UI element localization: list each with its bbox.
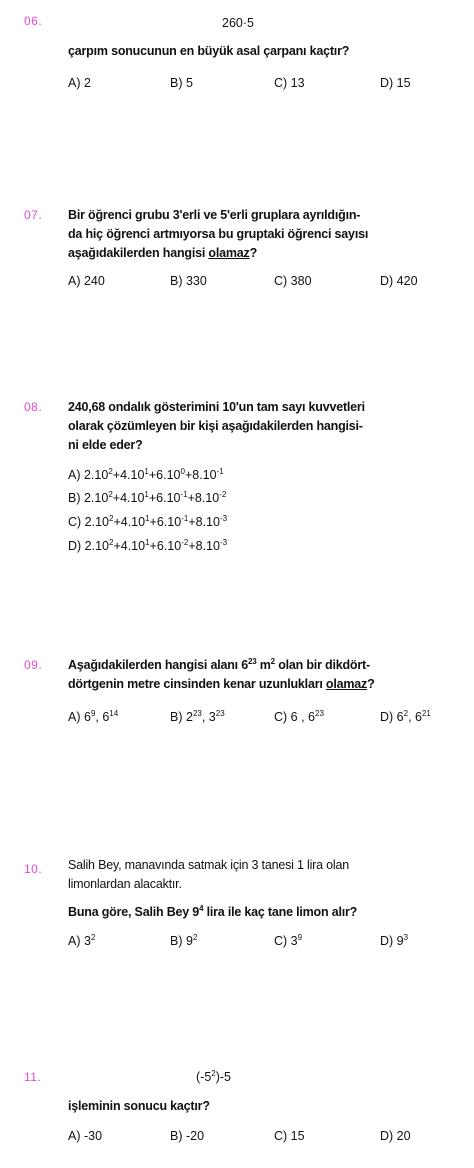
option-b[interactable]: B) 5 <box>170 76 193 90</box>
option-b[interactable]: B) 330 <box>170 274 207 288</box>
option-b[interactable]: B) -20 <box>170 1129 205 1143</box>
question-number: 10. <box>24 862 43 876</box>
option-b[interactable]: B) $9^2$ <box>170 933 198 948</box>
text-line: limonlardan alacaktır. <box>68 877 182 891</box>
option-c[interactable]: C) 6 , $6^{23}$ <box>274 709 324 724</box>
option-c[interactable]: C) $2.10^2+4.10^1+6.10^{-1}+8.10^{-3}$ <box>68 514 228 529</box>
answer-options <box>68 1129 468 1149</box>
option-c[interactable]: C) $3^9$ <box>274 933 303 948</box>
answer-options <box>68 934 468 954</box>
option-a[interactable]: A) 2 <box>68 76 91 90</box>
option-d[interactable]: D) $2.10^2+4.10^1+6.10^{-2}+8.10^{-3}$ <box>68 538 228 553</box>
text-line: olarak çözümleyen bir kişi aşağıdakilerden hangisi- <box>68 419 363 433</box>
underlined-word: olamaz <box>208 246 250 260</box>
option-a[interactable]: A) 240 <box>68 274 105 288</box>
question-text: işleminin sonucu kaçtır? <box>68 1099 210 1113</box>
question-text <box>68 656 464 694</box>
option-d[interactable]: D) $6^2$, $6^{21}$ <box>380 709 431 724</box>
option-a[interactable]: A) $3^2$ <box>68 933 96 948</box>
question-text <box>68 206 464 263</box>
option-d[interactable]: D) 15 <box>380 76 411 90</box>
question-number: 06. <box>24 14 43 28</box>
answer-options <box>68 76 468 96</box>
underlined-word: olamaz <box>325 677 368 691</box>
question-prompt: Buna göre, Salih Bey $9^4$ lira ile kaç tane limon alır? <box>68 904 358 919</box>
option-a[interactable]: A) $2.10^2+4.10^1+6.10^0+8.10^{-1}$ <box>68 467 224 482</box>
question-number: 07. <box>24 208 43 222</box>
option-b[interactable]: B) $2.10^2+4.10^1+6.10^{-1}+8.10^{-2}$ <box>68 490 227 505</box>
question-text <box>68 856 464 894</box>
option-a[interactable]: A) -30 <box>68 1129 103 1143</box>
text-line: Salih Bey, manavında satmak için 3 tanesi 1 lira olan <box>68 858 349 872</box>
question-number: 09. <box>24 658 43 672</box>
option-c[interactable]: C) 13 <box>274 76 305 90</box>
answer-options <box>68 710 468 730</box>
option-d[interactable]: D) 20 <box>380 1129 411 1143</box>
text-line: Bir öğrenci grubu 3'erli ve 5'erli gruplara ayrıldığın- <box>68 208 361 222</box>
text-line: 240,68 ondalık gösterimini 10'un tam sayı kuvvetleri <box>68 400 365 414</box>
text-line: aşağıdakilerden hangisi olamaz? <box>68 246 258 260</box>
question-text: çarpım sonucunun en büyük asal çarpanı kaçtır? <box>68 44 350 58</box>
question-number: 11. <box>24 1070 42 1084</box>
question-number: 08. <box>24 400 43 414</box>
text-line: dörtgenin metre cinsinden kenar uzunlukları olamaz? <box>68 677 375 691</box>
text-line: ni elde eder? <box>68 438 143 452</box>
answer-options <box>68 274 468 294</box>
text-line: Aşağıdakilerden hangisi alanı $6^{23}$ $m^2$ olan bir dikdört- <box>68 657 370 672</box>
expression: $(-5^2)-5$ <box>196 1069 232 1084</box>
text-line: da hiç öğrenci artmıyorsa bu gruptaki öğrenci sayısı <box>68 227 369 241</box>
option-c[interactable]: C) 380 <box>274 274 312 288</box>
option-d[interactable]: D) 420 <box>380 274 418 288</box>
option-c[interactable]: C) 15 <box>274 1129 305 1143</box>
option-d[interactable]: D) $9^3$ <box>380 933 409 948</box>
option-a[interactable]: A) $6^9$, $6^{14}$ <box>68 709 119 724</box>
question-text <box>68 398 464 455</box>
option-b[interactable]: B) $2^{23}$, $3^{23}$ <box>170 709 225 724</box>
expression: 260·5 <box>222 16 254 30</box>
